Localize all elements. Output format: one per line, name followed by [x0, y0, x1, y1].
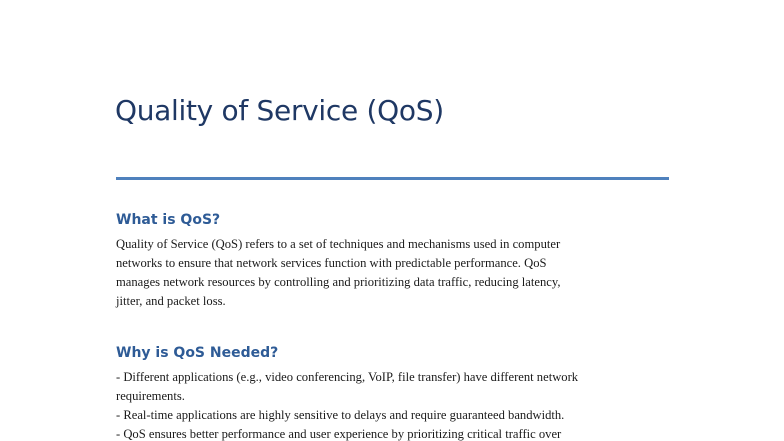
- page-title: Quality of Service (QoS): [115, 94, 444, 127]
- paragraph-line: Quality of Service (QoS) refers to a set of techniques and mechanisms used in computer: [116, 237, 561, 251]
- section-paragraph-what-is-qos: [116, 235, 676, 311]
- paragraph-line: networks to ensure that network services function with predictable performance. QoS: [116, 256, 547, 270]
- title-divider: [116, 177, 669, 180]
- list-item: - Different applications (e.g., video conferencing, VoIP, file transfer) have different network: [116, 370, 579, 384]
- section-heading-what-is-qos: What is QoS?: [116, 212, 221, 228]
- list-item-continuation: requirements.: [116, 389, 185, 403]
- list-item: - Real-time applications are highly sensitive to delays and require guaranteed bandwidth.: [116, 408, 565, 422]
- paragraph-line: manages network resources by controlling and prioritizing data traffic, reducing latency,: [116, 275, 561, 289]
- paragraph-line: jitter, and packet loss.: [116, 294, 226, 308]
- list-item: - QoS ensures better performance and user experience by prioritizing critical traffic over: [116, 427, 562, 441]
- section-heading-why-qos-needed: Why is QoS Needed?: [116, 345, 279, 361]
- section-list-why-qos-needed: [116, 368, 676, 441]
